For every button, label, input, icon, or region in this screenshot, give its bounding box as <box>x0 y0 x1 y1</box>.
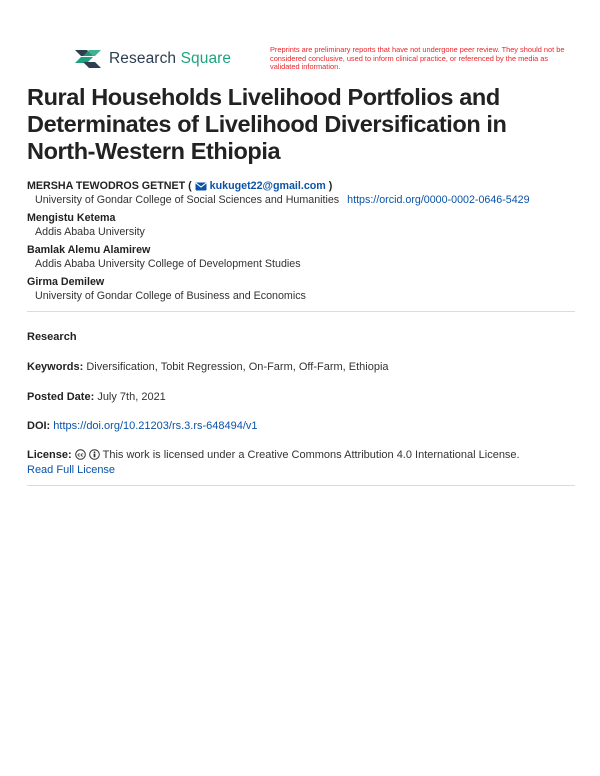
paper-metadata <box>27 179 575 486</box>
research-square-logo-icon <box>73 48 103 70</box>
keywords-row <box>27 360 575 375</box>
divider-bottom <box>27 485 575 486</box>
posted-date-label: Posted Date: <box>27 391 95 403</box>
posted-date-row <box>27 390 575 405</box>
license-label: License: <box>27 449 72 461</box>
author-1 <box>27 179 575 193</box>
author-2-name: Mengistu Ketema <box>27 212 116 224</box>
cc-icon <box>75 449 86 460</box>
doi-link[interactable]: https://doi.org/10.21203/rs.3.rs-648494/v1 <box>53 420 258 432</box>
author-2-affiliation: Addis Ababa University <box>35 226 145 238</box>
doi-label: DOI: <box>27 420 51 432</box>
author-1-affiliation <box>35 193 575 207</box>
author-1-orcid-link[interactable]: https://orcid.org/0000-0002-0646-5429 <box>347 194 530 206</box>
author-3-name: Bamlak Alemu Alamirew <box>27 244 151 256</box>
envelope-icon <box>195 182 207 191</box>
by-icon <box>89 449 100 460</box>
doi-row <box>27 419 575 434</box>
license-text: This work is licensed under a Creative Commons Attribution 4.0 International License. <box>102 449 520 461</box>
license-row <box>27 448 575 478</box>
logo-wordmark <box>109 50 231 68</box>
preprint-disclaimer: Preprints are preliminary reports that have not undergone peer review. They should not be considered conclusive, used to inform clinical practice, or referenced by the media as validated information. <box>270 45 565 72</box>
read-full-license-link[interactable]: Read Full License <box>27 464 116 476</box>
posted-date-value: July 7th, 2021 <box>97 391 166 403</box>
author-1-name: MERSHA TEWODROS GETNET <box>27 180 186 192</box>
author-1-email-open: ( <box>188 180 192 192</box>
keywords-label: Keywords: <box>27 361 84 373</box>
author-4-affiliation: University of Gondar College of Business and Economics <box>35 290 306 302</box>
author-1-email-link[interactable]: kukuget22@gmail.com <box>209 180 326 192</box>
author-4-name: Girma Demilew <box>27 276 105 288</box>
svg-text:cc: cc <box>77 452 84 459</box>
article-type: Research <box>27 331 77 343</box>
author-3-affiliation: Addis Ababa University College of Development Studies <box>35 258 301 270</box>
keywords-value: Diversification, Tobit Regression, On-Farm, Off-Farm, Ethiopia <box>86 361 389 373</box>
paper-title: Rural Households Livelihood Portfolios and Determinates of Livelihood Diversification in North-Western Ethiopia <box>27 84 507 164</box>
author-1-affiliation-text: University of Gondar College of Social Sciences and Humanities <box>35 194 340 206</box>
logo-square-text: Square <box>180 50 232 67</box>
divider-top <box>27 311 575 312</box>
logo-research-text: Research <box>109 50 177 67</box>
research-square-logo[interactable] <box>73 48 231 70</box>
author-1-email-close: ) <box>325 180 333 192</box>
